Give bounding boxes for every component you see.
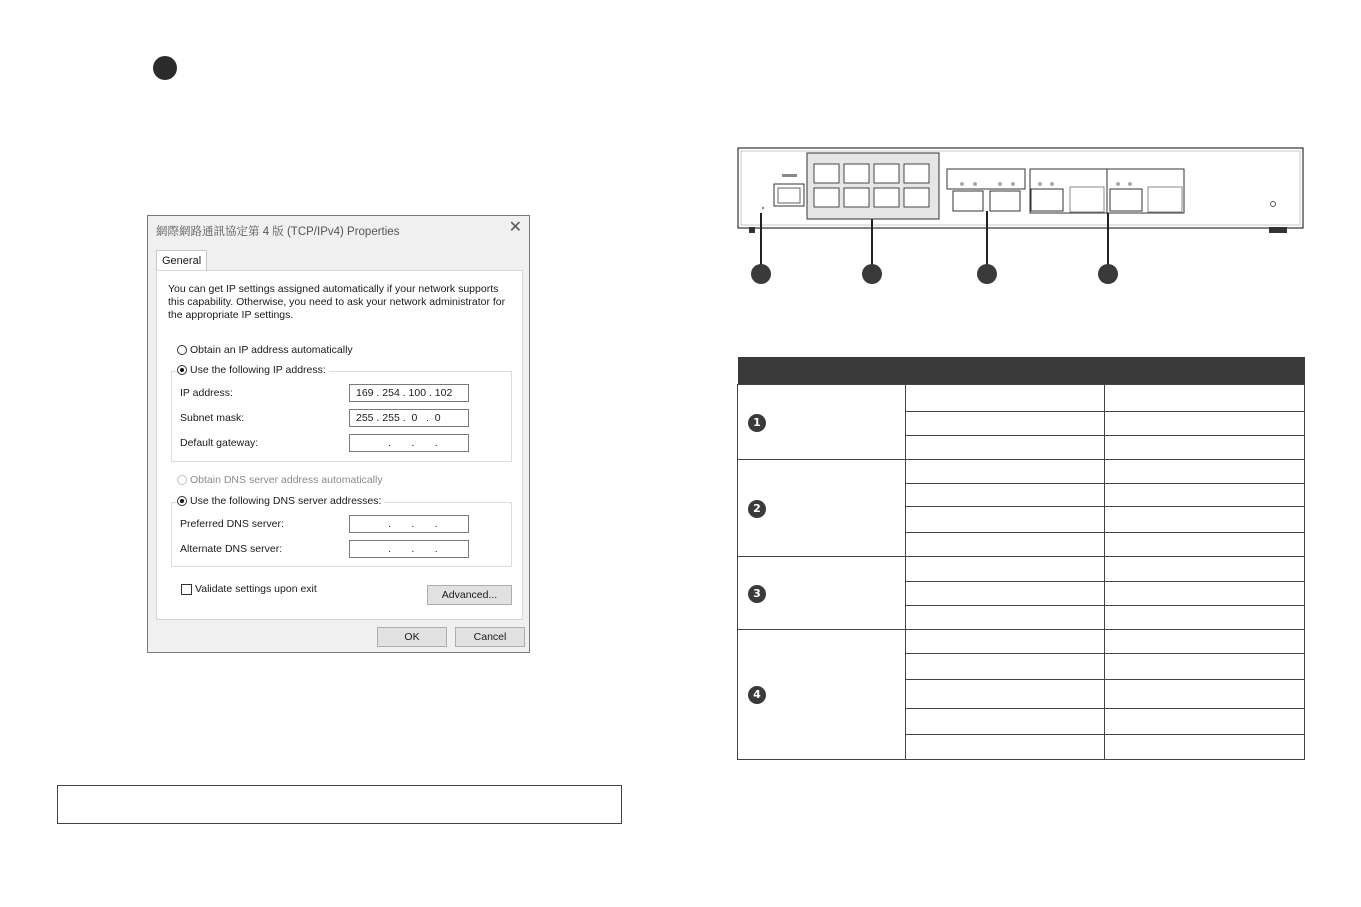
table-header-row — [738, 357, 1305, 385]
advanced-button[interactable]: Advanced... — [427, 585, 512, 605]
radio-obtain-ip-automatically[interactable] — [177, 344, 353, 356]
table-cell — [906, 484, 1105, 507]
callout-leader-3 — [986, 211, 988, 268]
table-cell — [906, 630, 1105, 654]
group-cell-2 — [738, 460, 906, 557]
subnet-mask-label: Subnet mask: — [180, 412, 245, 424]
table-cell — [906, 557, 1105, 582]
table-cell — [906, 436, 1105, 460]
radio-label: Use the following DNS server addresses: — [190, 495, 382, 507]
alternate-dns-field[interactable]: . . . — [349, 540, 469, 558]
step-marker-dot — [153, 56, 177, 80]
table-header-cell — [906, 357, 1105, 385]
default-gateway-label: Default gateway: — [180, 437, 259, 449]
table-row — [738, 557, 1305, 582]
table-cell — [906, 680, 1105, 709]
component-table-grid — [737, 357, 1305, 760]
radio-use-following-ip[interactable] — [177, 364, 329, 376]
table-cell — [1105, 606, 1305, 630]
default-gateway-field[interactable]: . . . — [349, 434, 469, 452]
group-cell-1 — [738, 385, 906, 460]
tcpipv4-properties-dialog — [147, 215, 530, 653]
callout-leader-4 — [1107, 213, 1109, 268]
callout-2 — [862, 264, 882, 284]
preferred-dns-label: Preferred DNS server: — [180, 518, 284, 530]
table-row — [738, 460, 1305, 484]
ok-button[interactable]: OK — [377, 627, 447, 647]
table-cell — [1105, 484, 1305, 507]
ip-address-label: IP address: — [180, 387, 233, 399]
badge-1: 1 — [748, 414, 766, 432]
component-table — [737, 357, 1304, 760]
callout-4 — [1098, 264, 1118, 284]
table-cell — [1105, 654, 1305, 680]
group-cell-4 — [738, 630, 906, 760]
table-cell — [1105, 533, 1305, 557]
table-cell — [906, 582, 1105, 606]
callout-leader-2 — [871, 219, 873, 268]
table-header-cell — [738, 357, 906, 385]
table-row — [738, 385, 1305, 412]
table-cell — [1105, 507, 1305, 533]
close-icon[interactable]: ✕ — [508, 219, 522, 236]
table-cell — [1105, 630, 1305, 654]
note-box — [57, 785, 622, 824]
table-cell — [1105, 436, 1305, 460]
table-header-cell — [1105, 357, 1305, 385]
callout-leader-1 — [760, 213, 762, 268]
table-cell — [1105, 582, 1305, 606]
table-cell — [1105, 557, 1305, 582]
table-row — [738, 630, 1305, 654]
switch-front-panel-illustration — [737, 147, 1304, 232]
group-cell-3 — [738, 557, 906, 630]
table-cell — [1105, 460, 1305, 484]
table-cell — [906, 735, 1105, 760]
table-cell — [906, 533, 1105, 557]
badge-3: 3 — [748, 585, 766, 603]
ip-address-field[interactable]: 169 . 254 . 100 . 102 — [349, 384, 469, 402]
radio-label: Obtain an IP address automatically — [190, 344, 353, 356]
dialog-title: 網際網路通訊協定第 4 版 (TCP/IPv4) Properties — [156, 226, 400, 238]
checkbox-label: Validate settings upon exit — [195, 583, 317, 595]
table-cell — [906, 709, 1105, 735]
table-cell — [906, 460, 1105, 484]
radio-use-following-dns[interactable] — [177, 495, 384, 507]
table-cell — [906, 385, 1105, 412]
table-cell — [1105, 735, 1305, 760]
table-cell — [1105, 709, 1305, 735]
table-cell — [1105, 385, 1305, 412]
general-panel — [156, 270, 523, 620]
cancel-button[interactable]: Cancel — [455, 627, 525, 647]
preferred-dns-field[interactable]: . . . — [349, 515, 469, 533]
callout-1 — [751, 264, 771, 284]
radio-label: Obtain DNS server address automatically — [190, 474, 383, 486]
table-cell — [906, 507, 1105, 533]
radio-obtain-dns-automatically[interactable] — [177, 474, 383, 486]
table-cell — [1105, 412, 1305, 436]
badge-4: 4 — [748, 686, 766, 704]
tab-general[interactable]: General — [156, 250, 207, 271]
table-cell — [906, 412, 1105, 436]
radio-icon[interactable] — [177, 345, 187, 355]
table-cell — [1105, 680, 1305, 709]
radio-selected-icon[interactable] — [177, 496, 187, 506]
radio-label: Use the following IP address: — [190, 364, 326, 376]
switch-front-panel-graphic — [737, 147, 1304, 237]
alternate-dns-label: Alternate DNS server: — [180, 543, 283, 555]
table-cell — [906, 654, 1105, 680]
radio-selected-icon[interactable] — [177, 365, 187, 375]
table-cell — [906, 606, 1105, 630]
subnet-mask-field[interactable]: 255 . 255 . 0 . 0 — [349, 409, 469, 427]
intro-text: You can get IP settings assigned automatically if your network supports this capability. Otherwise, you need to ask your network administrator for the appropriate IP settings. — [168, 283, 506, 321]
radio-disabled-icon[interactable] — [177, 475, 187, 485]
callout-3 — [977, 264, 997, 284]
badge-2: 2 — [748, 500, 766, 518]
validate-settings-checkbox[interactable] — [181, 583, 317, 595]
checkbox-icon[interactable] — [181, 584, 192, 595]
